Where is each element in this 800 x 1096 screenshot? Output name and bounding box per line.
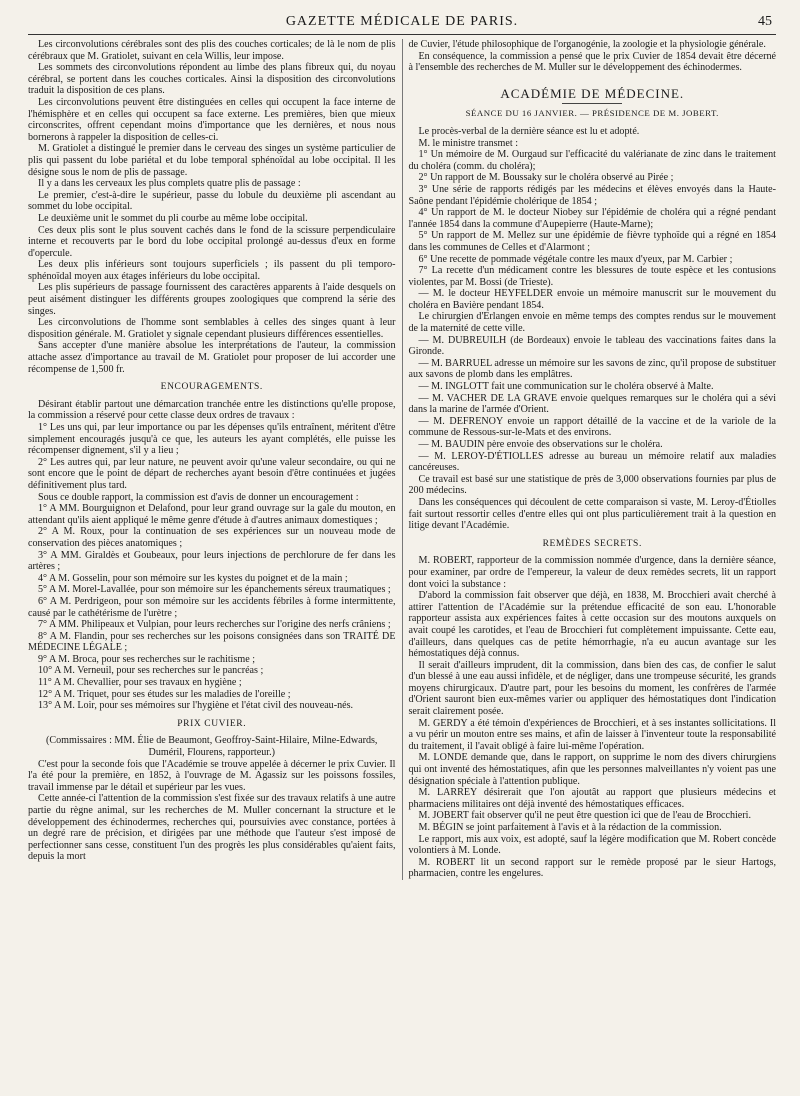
section-heading-academie: ACADÉMIE DE MÉDECINE.: [500, 85, 685, 101]
list-item: 2° Un rapport de M. Boussaky sur le choléra observé au Pirée ;: [418, 172, 674, 184]
paragraph: Le premier, c'est-à-dire le supérieur, passe du lobule du deuxième pli ascendant au sommet du lobe occipital.: [28, 189, 396, 213]
paragraph: — M. DEFRENOY envoie un rapport détaillé de la vaccine et de la variole de la commune de Ressous-sur-le-Mats et des environs.: [408, 415, 776, 439]
paragraph: M. JOBERT fait observer qu'il ne peut être question ici que de l'eau de Brocchieri.: [418, 810, 751, 822]
list-item: 11° A M. Chevallier, pour ses travaux en hygiène ;: [38, 677, 242, 689]
list-item: 9° A M. Broca, pour ses recherches sur le rachitisme ;: [38, 653, 256, 665]
section-heading-remedes-secrets: REMÈDES SECRETS.: [542, 538, 642, 549]
seance-line: SÉANCE DU 16 JANVIER. — PRÉSIDENCE DE M. JOBERT.: [465, 108, 719, 119]
list-item: 3° A MM. Giraldès et Goubeaux, pour leurs injections de perchlorure de fer dans les artères ;: [28, 549, 396, 573]
paragraph: Le deuxième unit le sommet du pli courbe au même lobe occipital.: [38, 212, 308, 224]
section-heading-encouragements: ENCOURAGEMENTS.: [160, 382, 263, 393]
paragraph: Les sommets des circonvolutions répondent au limbe des plans fibreux qui, du noyau cérébral, se portent dans les couches corticales. Ainsi la disposition des circonvolutions traduit la disposition de ces plans.: [28, 62, 396, 97]
paragraph: M. ROBERT, rapporteur de la commission nommée d'urgence, dans la dernière séance, pour examiner, par ordre de l'empereur, la valeur de deux remèdes secrets, lit un rapport dont voici la substance :: [408, 555, 776, 590]
paragraph: M. LONDE demande que, dans le rapport, on supprime le nom des divers chirurgiens qui ont inventé des hémostatiques, afin que les personnes malveillantes n'y voient pas une désignation spéciale à l'attention publique.: [408, 752, 776, 787]
paragraph: M. BÉGIN se joint parfaitement à l'avis et à la rédaction de la commission.: [418, 822, 722, 833]
page-number: 45: [758, 14, 772, 29]
paragraph: Le chirurgien d'Erlangen envoie en même temps des comptes rendus sur le mouvement de la maternité de cette ville.: [408, 311, 776, 335]
paragraph: Cette année-ci l'attention de la commission s'est fixée sur des travaux relatifs à une autre partie du règne animal, sur les recherches de M. Muller concernant la structure et le développement des échinodermes, recherches qui, poursuivies avec constance, portées à un degré rare de précision, et dirigées par une méthode que l'auteur s'est imposé de perfectionner sans cesse, constituent l'un des progrès les plus considérables qu'aient faits, depuis la mort: [28, 793, 396, 863]
paragraph: Sans accepter d'une manière absolue les interprétations de l'auteur, la commission attache assez d'importance au travail de M. Gratiolet pour proposer de lui accorder une récompense de 1,500 fr.: [28, 340, 396, 375]
paragraph: Les plis supérieurs de passage fournissent des caractères apparents à l'aide desquels on peut aisément distinguer les différents groupes zoologiques que comprend la série des singes.: [28, 282, 396, 317]
paragraph: M. LARREY désirerait que l'on ajoutât au rapport que plusieurs médecins et pharmaciens militaires ont déjà inventé des hémostatiques efficaces.: [408, 787, 776, 810]
paragraph: de Cuvier, l'étude philosophique de l'organogénie, la zoologie et la physiologie générale.: [408, 39, 766, 50]
list-item: 7° A MM. Philipeaux et Vulpian, pour leurs recherches sur l'origine des nerfs crâniens ;: [38, 619, 391, 631]
paragraph: En conséquence, la commission a pensé que le prix Cuvier de 1854 devait être décerné à l'ensemble des recherches de M. Muller sur le développement des échinodermes.: [408, 50, 776, 74]
list-item: 6° Une recette de pommade végétale contre les maux d'yeux, par M. Carbier ;: [418, 253, 733, 265]
paragraph: — M. le docteur HEYFELDER envoie un mémoire manuscrit sur le mouvement du choléra en Bavière pendant 1854.: [408, 288, 776, 311]
list-item: 5° Un rapport de M. Mellez sur une épidémie de fièvre typhoïde qui a régné en 1854 dans les communes de Celles et d'Alarmont ;: [408, 230, 776, 253]
paragraph: Les deux plis inférieurs sont toujours superficiels ; ils passent du pli temporo-sphénoïdal moyen aux étages inférieurs du lobe occipital.: [28, 259, 396, 282]
list-item: 4° Un rapport de M. le docteur Niobey sur l'épidémie de choléra qui a régné pendant l'année 1854 dans la commune d'Aupepierre (Haute-Marne);: [408, 207, 776, 230]
paragraph: Les circonvolutions de l'homme sont semblables à celles des singes quant à leur disposition générale. M. Gratiolet y signale cependant plusieurs différences essentielles.: [28, 317, 396, 340]
paragraph: C'est pour la seconde fois que l'Académie se trouve appelée à décerner le prix Cuvier. Il l'a été pour la première, en 1852, à l'ouvrage de M. Agassiz sur les poissons fossiles, travail immense par le détail et supérieur par les vues.: [28, 758, 396, 793]
paragraph: M. GERDY a été témoin d'expériences de Brocchieri, et à ses instantes sollicitations. Il a vu périr un mouton entre ses mains, et afin de laisser à l'inventeur toute la responsabilité du traitement, il l'avait obligé à faire lui-même l'opération.: [408, 717, 776, 752]
paragraph: Ces deux plis sont le plus souvent cachés dans le fond de la scissure perpendiculaire interne et recouverts par le bord du lobe occipital prolongé au-dessus d'eux en forme d'opercule.: [28, 224, 396, 259]
list-item: 1° A MM. Bourguignon et Delafond, pour leur grand ouvrage sur la gale du mouton, en attendant qu'ils aient appliqué le même genre d'étude à d'autres animaux domestiques ;: [28, 503, 396, 526]
paragraph: D'abord la commission fait observer que déjà, en 1838, M. Brocchieri avait cherché à attirer l'attention de l'Académie sur la prétendue efficacité de son eau. L'honorable rapporteur assista aux expériences faites à cette occasion sur des moutons auxquels on avait coupé les carotides, et l'eau de Brocchieri fut complètement impuissante. Cette eau, d'ailleurs, dans quelques cas de petite hémorrhagie, n'a eu aucun avantage sur les hémostatiques déjà connus.: [408, 590, 776, 660]
two-column-body: [28, 39, 776, 880]
paragraph: — M. LEROY-D'ÉTIOLLES adresse au bureau un mémoire relatif aux maladies cancéreuses.: [408, 450, 776, 474]
list-item: 5° A M. Morel-Lavallée, pour son mémoire sur les épanchements séreux traumatiques ;: [38, 584, 391, 596]
list-item: 7° La recette d'un médicament contre les blessures de toute espèce et les contusions violentes, par M. Bossi (de Trieste).: [408, 265, 776, 288]
paragraph: — M. VACHER DE LA GRAVE envoie quelques remarques sur le choléra qui a sévi dans la marine de l'armée d'Orient.: [408, 392, 776, 416]
paragraph: Les circonvolutions cérébrales sont des plis des couches corticales; de là le nom de plis cérébraux que M. Gratiolet, suivant en cela Willis, leur impose.: [28, 39, 396, 62]
list-item: 8° A M. Flandin, pour ses recherches sur les poisons consignées dans son TRAITÉ DE MÉDECINE LÉGALE ;: [28, 630, 396, 654]
list-item: 6° A M. Perdrigeon, pour son mémoire sur les accidents fébriles à forme intermittente, causé par le cathétérisme de l'urètre ;: [28, 595, 396, 619]
paragraph: Il y a dans les cerveaux les plus complets quatre plis de passage :: [38, 178, 301, 190]
list-item: 1° Un mémoire de M. Ourgaud sur l'efficacité du valérianate de zinc dans le traitement du choléra (comm. du choléra);: [408, 149, 776, 172]
list-item: 3° Une série de rapports rédigés par les médecins et élèves envoyés dans la Haute-Saône pendant l'épidémie cholérique de 1854 ;: [408, 183, 776, 207]
paragraph: M. ROBERT lit un second rapport sur le remède proposé par le sieur Hartogs, pharmacien, contre les engelures.: [408, 856, 776, 880]
paragraph: — M. DUBREUILH (de Bordeaux) envoie le tableau des vaccinations faites dans la Gironde.: [408, 334, 776, 358]
paragraph: Sous ce double rapport, la commission est d'avis de donner un encouragement :: [38, 491, 359, 503]
paragraph: Les circonvolutions peuvent être distinguées en celles qui occupent la face interne de l'hémisphère et en celles qui occupent sa face externe. Les premières, bien que mieux circonscrites, offrent cependant moins d'importance que les dernières, et nous nous bornerons à rappeler la disposition de celles-ci.: [28, 96, 396, 143]
section-heading-prix-cuvier: PRIX CUVIER.: [177, 718, 247, 729]
paragraph: — M. BARRUEL adresse un mémoire sur les savons de zinc, qu'il propose de substituer aux savons de plomb dans les emplâtres.: [408, 357, 776, 381]
list-item: 12° A M. Triquet, pour ses études sur les maladies de l'oreille ;: [38, 688, 291, 700]
left-column: [28, 39, 402, 880]
list-item: 4° A M. Gosselin, pour son mémoire sur les kystes du poignet et de la main ;: [38, 572, 348, 584]
journal-title: GAZETTE MÉDICALE DE PARIS.: [285, 14, 519, 29]
paragraph: Dans les conséquences qui découlent de cette comparaison si vaste, M. Leroy-d'Étiolles fait surtout ressortir celles d'entre elles qui ont plus particulièrement trait à la question en litige devant l'Académie.: [408, 496, 776, 532]
list-item: 10° A M. Verneuil, pour ses recherches sur le pancréas ;: [38, 665, 264, 677]
paragraph: Ce travail est basé sur une statistique de près de 3,000 observations fournies par plus de 200 médecins.: [408, 473, 776, 497]
right-column: [402, 39, 777, 880]
paragraph: — M. BAUDIN père envoie des observations sur le choléra.: [418, 439, 663, 450]
paragraph: 1° Les uns qui, par leur importance ou par les dépenses qu'ils entraînent, méritent d'être simplement encouragés jusqu'à ce que, les auteurs les ayant complétés, elle puisse les récompenser dignement, s'il y a lieu ;: [28, 422, 396, 457]
heading-rule: [562, 103, 622, 104]
paragraph: Il serait d'ailleurs imprudent, dit la commission, dans bien des cas, de confier le salut d'un blessé à une eau aussi infidèle, et de négliger, dans une trompeuse sécurité, les grands moyens chirurgicaux. D'autre part, pour les besoins du moment, les confrères de l'armée d'Orient sauront bien eux-mêmes varier ou appliquer des hémostatiques dont l'indication serait clairement posée.: [408, 659, 776, 718]
list-item: 2° A M. Roux, pour la continuation de ses expériences sur un nouveau mode de conservation des pièces anatomiques ;: [28, 526, 396, 549]
paragraph: — M. INGLOTT fait une communication sur le choléra observé à Malte.: [418, 381, 714, 393]
page-header: [28, 0, 776, 35]
paragraph: Le rapport, mis aux voix, est adopté, sauf la légère modification que M. Robert concède volontiers à M. Londe.: [408, 833, 776, 857]
paragraph: M. le ministre transmet :: [418, 137, 519, 149]
paragraph: M. Gratiolet a distingué le premier dans le cerveau des singes un système particulier de plis qui passent du lobe pariétal et du lobe temporal sphénoïdal au lobe occipital. Il les désigne sous le nom de plis de passage.: [28, 143, 396, 178]
list-item: 13° A M. Loir, pour ses mémoires sur l'hygiène et l'état civil des nouveau-nés.: [38, 700, 354, 712]
paragraph: Le procès-verbal de la dernière séance est lu et adopté.: [418, 125, 640, 137]
paragraph: Désirant établir partout une démarcation tranchée entre les distinctions qu'elle propose, la commission a réservé pour cette classe deux ordres de travaux :: [28, 398, 396, 422]
commissioners: (Commissaires : MM. Élie de Beaumont, Geoffroy-Saint-Hilaire, Milne-Edwards, Duméril, Flourens, rapporteur.): [46, 735, 378, 759]
paragraph: 2° Les autres qui, par leur nature, ne peuvent avoir qu'une valeur secondaire, ou qui ne sont encore que le point de départ de recherches ayant besoin d'être continuées et jugées définitivement plus tard.: [28, 456, 396, 491]
